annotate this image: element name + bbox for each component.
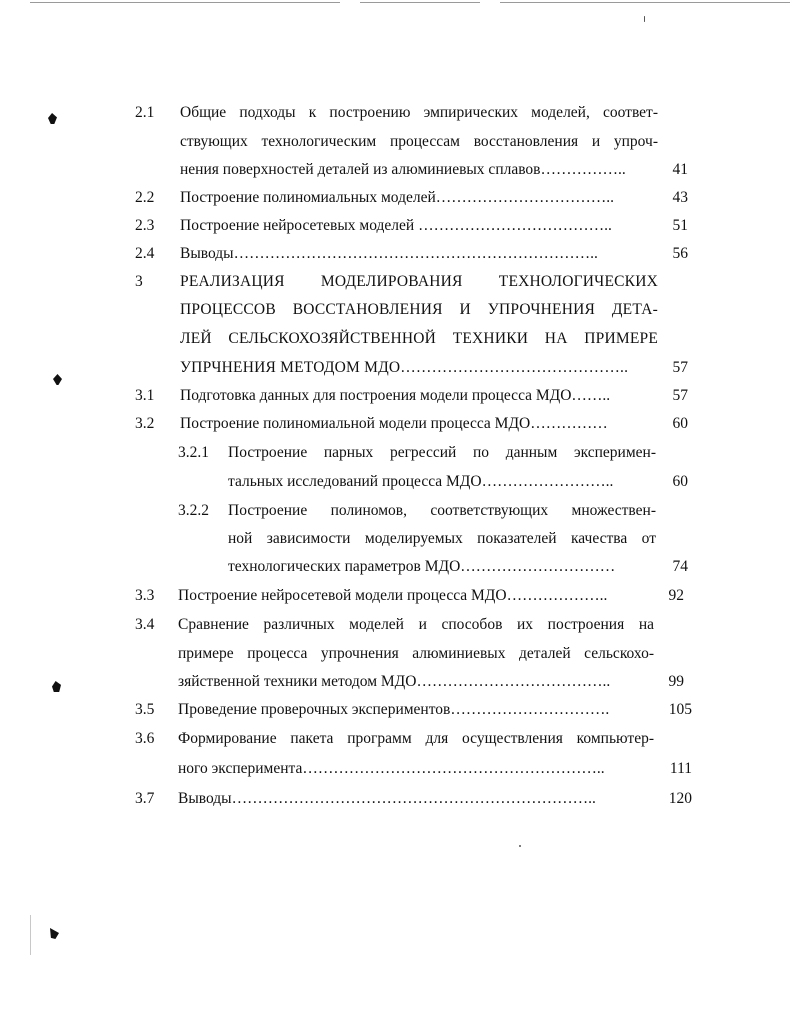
toc-entry-number: 2.2 <box>135 189 155 206</box>
toc-entry-number: 2.3 <box>135 217 155 234</box>
toc-page-number: 111 <box>669 760 692 777</box>
toc-entry-text: ной зависимости моделируемых показателей качества от <box>228 530 656 547</box>
toc-entry-text: Построение нейросетевых моделей ……………………………….. <box>180 217 612 234</box>
toc-entry-text: ПРОЦЕССОВ ВОССТАНОВЛЕНИЯ И УПРОЧНЕНИЯ ДЕТА- <box>180 301 658 318</box>
toc-entry-text: Проведение проверочных экспериментов…………………………. <box>178 701 610 718</box>
toc-entry-text: примере процесса упрочнения алюминиевых деталей сельскохо- <box>178 645 654 662</box>
toc-entry-number: 2.1 <box>135 104 155 121</box>
toc-entry-text: ного эксперимента………………………………………………….. <box>178 760 605 777</box>
toc-entry-number: 3.5 <box>135 701 155 718</box>
toc-entry-number: 3.2.1 <box>178 444 209 461</box>
toc-entry-number: 3.4 <box>135 616 155 633</box>
scan-margin-line <box>30 915 31 955</box>
toc-entry-text: Построение нейросетевой модели процесса МДО……………….. <box>178 587 608 604</box>
toc-entry-text: тальных исследований процесса МДО…………………….. <box>228 473 614 490</box>
toc-page-number: 51 <box>672 217 688 234</box>
toc-page-number: 60 <box>672 473 688 490</box>
toc-page-number: 92 <box>668 587 684 604</box>
toc-page-number: 57 <box>672 387 688 404</box>
toc-page-number: 56 <box>672 245 688 262</box>
toc-entry-number: 3.6 <box>135 730 155 747</box>
toc-entry-text: нения поверхностей деталей из алюминиевых сплавов…………….. <box>180 161 626 178</box>
toc-entry-number: 3.2 <box>135 415 155 432</box>
toc-page-number: 41 <box>672 161 688 178</box>
toc-page-number: 120 <box>668 790 692 807</box>
toc-entry-text: Выводы…………………………………………………………….. <box>178 790 596 807</box>
scan-top-line <box>360 2 480 3</box>
toc-entry-number: 3.3 <box>135 587 155 604</box>
toc-page-number: 57 <box>672 359 688 376</box>
toc-entry-text: Построение парных регрессий по данным эксперимен- <box>228 444 656 461</box>
toc-entry-text: РЕАЛИЗАЦИЯ МОДЕЛИРОВАНИЯ ТЕХНОЛОГИЧЕСКИХ <box>180 273 658 290</box>
toc-entry-number: 3 <box>135 273 143 290</box>
toc-entry-text: Построение полиномов, соответствующих множествен- <box>228 502 656 519</box>
punch-hole-mark <box>50 928 59 939</box>
toc-entry-number: 3.7 <box>135 790 155 807</box>
toc-entry-text: УПРЧНЕНИЯ МЕТОДОМ МДО…………………………………….. <box>180 359 629 376</box>
toc-entry-text: зяйственной техники методом МДО……………………………….. <box>178 673 611 690</box>
toc-entry-number: 3.2.2 <box>178 502 209 519</box>
punch-hole-mark <box>52 681 61 692</box>
toc-entry-text: технологических параметров МДО………………………… <box>228 558 616 575</box>
toc-page-number: 99 <box>668 673 684 690</box>
punch-hole-mark <box>48 113 57 124</box>
toc-entry-text: Подготовка данных для построения модели процесса МДО…….. <box>180 387 611 404</box>
toc-entry-text: Формирование пакета программ для осуществления компьютер- <box>178 730 654 747</box>
scan-top-line <box>500 2 790 3</box>
toc-entry-text: ЛЕЙ СЕЛЬСКОХОЗЯЙСТВЕННОЙ ТЕХНИКИ НА ПРИМЕРЕ <box>180 330 658 347</box>
toc-page-number: 74 <box>672 558 688 575</box>
toc-entry-text: Общие подходы к построению эмпирических моделей, соответ- <box>180 104 658 121</box>
toc-entry-text: Построение полиномиальных моделей…………………………….. <box>180 189 614 206</box>
toc-page-number: 43 <box>672 189 688 206</box>
toc-entry-text: Построение полиномиальной модели процесса МДО…………… <box>180 415 608 432</box>
toc-page-number: 60 <box>672 415 688 432</box>
toc-entry-number: 2.4 <box>135 245 155 262</box>
toc-page-number: 105 <box>668 701 692 718</box>
punch-hole-mark <box>53 374 62 385</box>
scan-speck <box>644 16 645 22</box>
toc-entry-text: Выводы…………………………………………………………….. <box>180 245 598 262</box>
scan-top-line <box>30 2 340 3</box>
toc-entry-number: 3.1 <box>135 387 155 404</box>
scan-speck <box>519 845 521 847</box>
toc-entry-text: ствующих технологическим процессам восстановления и упроч- <box>180 133 658 150</box>
toc-entry-text: Сравнение различных моделей и способов их построения на <box>178 616 654 633</box>
